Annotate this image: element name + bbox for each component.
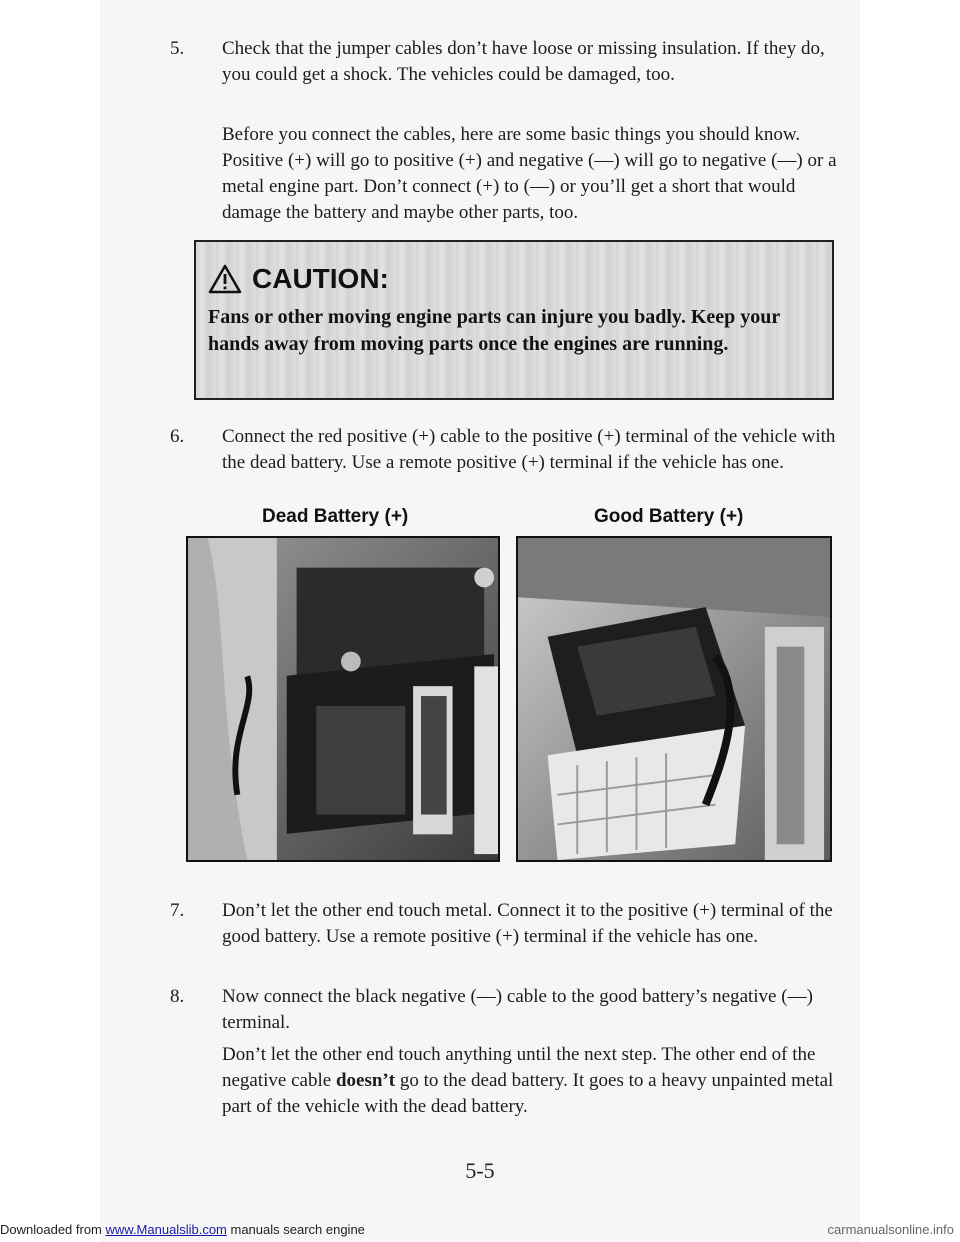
page-number: 5-5 bbox=[465, 1158, 495, 1183]
step-7 bbox=[170, 898, 850, 950]
step-6 bbox=[170, 424, 850, 476]
caution-header bbox=[208, 262, 389, 296]
download-note bbox=[0, 1222, 700, 1237]
step-text: Check that the jumper cables don’t have loose or missing insulation. If they do, you could get a shock. The vehicles could be damaged, too. bbox=[222, 38, 825, 85]
step-text: Connect the red positive (+) cable to the positive (+) terminal of the vehicle with the dead battery. Use a remote positive (+) terminal if the vehicle has one. bbox=[222, 426, 836, 473]
step-number: 5. bbox=[170, 38, 185, 59]
step-8 bbox=[170, 984, 850, 1036]
download-note-suffix: manuals search engine bbox=[226, 1222, 365, 1237]
caution-text: Fans or other moving engine parts can injure you badly. Keep your hands away from moving parts once the engines are running. bbox=[208, 306, 780, 355]
emphasis-text: doesn’t bbox=[335, 1070, 396, 1091]
step-text: Don’t let the other end touch metal. Connect it to the positive (+) terminal of the good battery. Use a remote positive (+) terminal if the vehicle has one. bbox=[222, 900, 833, 947]
step-number: 7. bbox=[170, 900, 185, 921]
paragraph-text: Don’t let the other end touch anything until the next step. The other end of the negative cable bbox=[222, 1044, 816, 1091]
cable-basics-paragraph: Before you connect the cables, here are some basic things you should know. Positive (+) will go to positive (+) and negative (—) will go to negative (—) or a metal engine part. Don’t connect (+) to (—) or you’ll get a short that would damage the battery and maybe other parts, too. bbox=[222, 124, 837, 223]
negative-cable-paragraph bbox=[222, 1042, 852, 1120]
caution-title: CAUTION: bbox=[252, 263, 389, 294]
paragraph-text: go to the dead battery. It goes to a heavy unpainted metal part of the vehicle with the dead battery. bbox=[222, 1070, 834, 1117]
dead-battery-photo bbox=[186, 536, 500, 862]
good-battery-photo bbox=[516, 536, 832, 862]
download-note-prefix: Downloaded from bbox=[0, 1222, 106, 1237]
good-battery-caption: Good Battery (+) bbox=[594, 506, 744, 527]
step-number: 8. bbox=[170, 986, 185, 1007]
step-number: 6. bbox=[170, 426, 185, 447]
caution-box bbox=[194, 240, 834, 400]
manualslib-link[interactable]: www.Manualslib.com bbox=[105, 1222, 227, 1237]
watermark: carmanualsonline.info bbox=[827, 1222, 954, 1237]
warning-triangle-icon bbox=[208, 264, 242, 294]
step-5 bbox=[170, 36, 850, 88]
dead-battery-caption: Dead Battery (+) bbox=[262, 506, 409, 527]
step-text: Now connect the black negative (—) cable to the good battery’s negative (—) terminal. bbox=[222, 986, 813, 1033]
